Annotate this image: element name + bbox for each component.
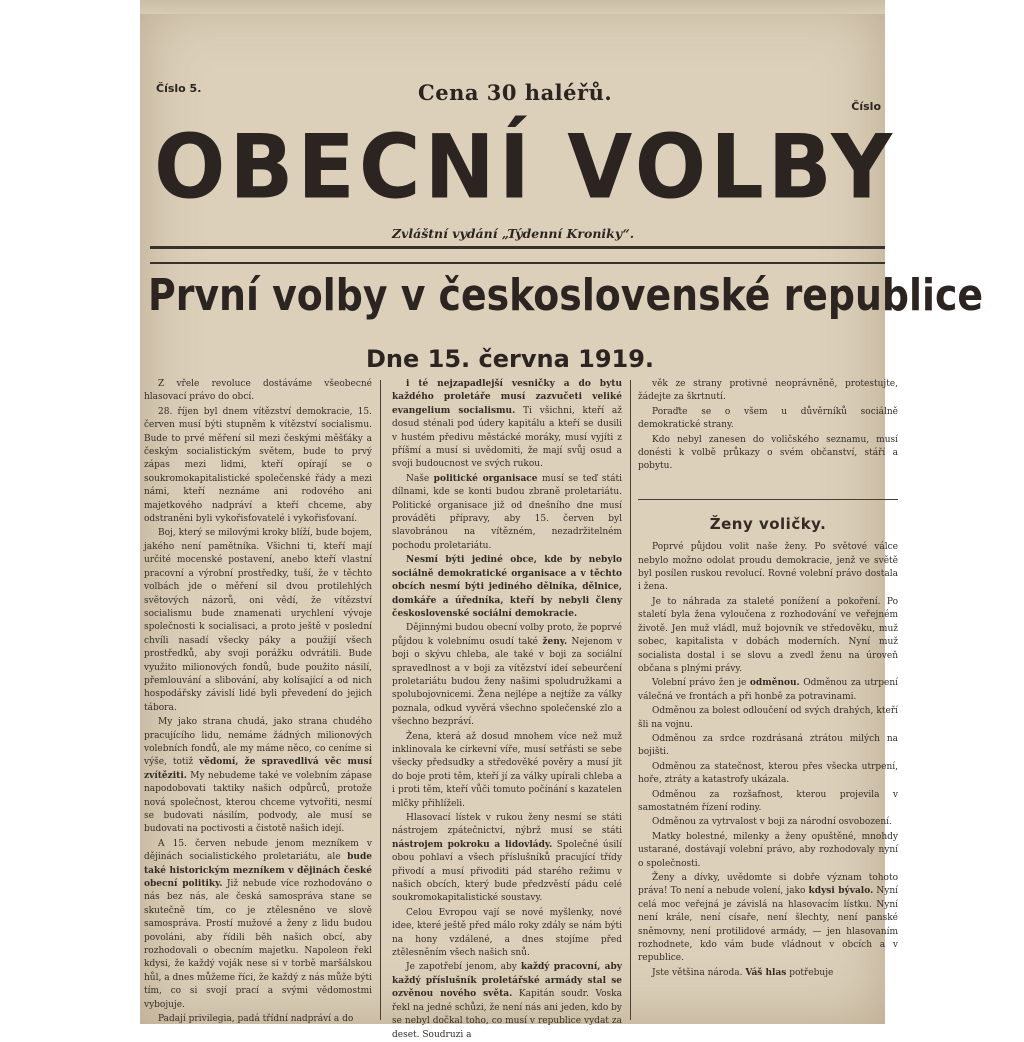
masthead-rule-thick	[150, 246, 885, 249]
paragraph: Kdo nebyl zanesen do voličského seznamu, musí donésti k volbě průkazy o svém občanství, stáří a pobytu.	[638, 434, 898, 472]
emphasis: nástrojem pokroku a lidovlády.	[392, 839, 553, 850]
paragraph: Odměnou za vytrvalost v boji za národní osvobození.	[652, 817, 892, 828]
paragraph: věk ze strany protivné neoprávněně, protestujte, žádejte za škrtnutí.	[638, 379, 898, 403]
main-headline: První volby v československé republice	[148, 270, 984, 321]
emphasis: Nesmí býti jediné obce, kde by nebylo sociálně demokratické organisace a v těchto obcích nesmí býti jediného dělníka, dělnice, domkáře a úředníka, kteří by nebyli členy československé sociální demokracie.	[392, 555, 622, 619]
paragraph: Odměnou za rozšafnost, kterou projevila v samostatném řízení rodiny.	[638, 789, 898, 813]
paragraph: Odměnou za statečnost, kterou přes všecka utrpení, hoře, ztráty a katastrofy ukázala.	[638, 761, 898, 786]
paragraph: Boj, který se milovými kroky blíží, bude bojem, jakého není pamětníka. Všichni ti, kteří mají určité mocenské postavení, anebo kteří vlastní pracovní a výrobní prostředky, tuší, že v těchto volbách jde o měření sil dvou protilehlých světových názorů, oni vědí, že vítězství socialismu bude znamenati urychlení vývoje společnosti k socialisaci, a proto ještě v poslední chvíli nasadí všecky páky a použijí všech prostředků, aby svoji porážku odvrátili. Bude využito milionových fondů, bude použito násilí, přemlouvání a slibování, aby kolísající a od nich hospodářsky závislí lidé byli převedení do jejich tábora.	[144, 528, 372, 713]
paragraph: i té nejzapadlejší vesničky a do bytu každého proletáře musí zazvučeti veliké evangelium socialismu. Ti všichni, kteří až dosud sténali pod údery kapitálu a kteří se dusili v hustém předivu městácké moráky, musí vyjíti z příšmí a musí si uvědomiti, že mají svůj osud a svoji budoucnost ve svých rukou.	[392, 379, 623, 470]
paragraph: Z vřele revoluce dostáváme všeobecné hlasovací právo do obcí.	[144, 379, 372, 403]
emphasis: proletáře musí zazvučeti veliké evangelium socialismu.	[392, 392, 622, 416]
paragraph: Naše politické organisace musí se teď státi dílnami, kde se konti budou zbraně proletariátu. Politické organisace již od dnešního dne musí prováděti přípravy, aby 15. červen byl slavobránou na vítězném, nezadržitelném pochodu proletariátu.	[392, 473, 622, 551]
emphasis: Váš hlas	[745, 967, 787, 978]
paragraph: Padají privilegia, padá třídní nadpráví a do	[158, 1014, 354, 1025]
paragraph: Dějinnými budou obecní volby proto, že poprvé půjdou k volebnímu osudí také ženy. Nejenom v boji o skývu chleba, ale také v boji za sociální spravedlnost a v boji za vítězství ideí sebeurčení proletariátu budou ženy našimi spoludružkami a spolubojovnicemi. Žena nejlépe a nejtíže za války poznala, odkud vyvěrá všechno společenské zlo a všechno bezpráví.	[392, 623, 622, 728]
paragraph: Je zapotřebí jenom, aby každý pracovní, aby každý příslušník proletářské armády stal se ozvěnou nového světa. Kapitán soudr. Voska řekl na jedné schůzi, že není nás ani jeden, kdo by se nebyl dočkal toho, co musí v republice vydat za deset. Soudruzi a	[392, 962, 622, 1040]
paragraph: Jste většina národa. Váš hlas potřebuje	[652, 967, 834, 978]
paragraph: Matky bolestné, milenky a ženy opuštěné, mnohdy ustarané, dostávají volební právo, aby rozhodovaly nyní o společnosti.	[638, 831, 898, 869]
emphasis: kdysi bývalo.	[808, 886, 874, 897]
issue-number-left: Číslo 5.	[156, 82, 202, 95]
emphasis: odměnou.	[749, 678, 800, 689]
paragraph: Je to náhrada za staleté ponížení a pokoření. Po staletí byla žena vyloučena z rozhodování ve veřejném životě. Jen muž vládl, muž bojovník ve středověku, muž sobec, kapitalista v dobách moderních. Nyní muž socialista dostal i se slovu a zvedl ženu na úroveň občana s plnými právy.	[638, 596, 898, 674]
paragraph: A 15. červen nebude jenom mezníkem v dějinách socialistického proletariátu, ale bude také historickým mezníkem v dějinách české obecní politiky. Již nebude více rozhodováno o nás bez nás, ale česká samospráva stane se skutečně tím, co je ztělesněno ve slově samospráva. Prostí mužové a ženy z lidu budou povoláni, aby řídili běh našich obcí, aby rozhodovali o obecním majetku. Napoleon řekl kdysi, že každý voják nese si v torbě maršálskou hůl, a dnes můžeme říci, že každý z nás může býti tím, co si svojí prací a svými vědomostmi vybojuje.	[144, 838, 372, 1010]
headline-date: Dne 15. června 1919.	[366, 345, 655, 373]
paragraph: Celou Evropou vají se nové myšlenky, nové idee, které ještě před málo roky zdály se nám býti na hony vzdálené, a dnes stojíme před ztělesněním všech našich snů.	[392, 907, 622, 959]
newspaper-subtitle: Zvláštní vydání „Týdenní Kroniky“.	[392, 226, 635, 241]
emphasis: každý pracovní, aby každý příslušník proletářské armády stal se ozvěnou nového světa.	[392, 962, 622, 1000]
paragraph: Poraďte se o všem u důvěrníků sociálně demokratické strany.	[638, 406, 898, 431]
paragraph	[392, 554, 622, 621]
article-column-2	[392, 378, 623, 1040]
paragraph: Poprvé půjdou volit naše ženy. Po světové válce nebylo možno odolat proudu demokracie, jenž ve světě byl posílen ruskou revolucí. Rovné volební právo dostala i žena.	[638, 542, 898, 593]
paragraph: Volební právo žen je odměnou. Odměnou za utrpení válečná ve frontách a při honbě za potravinami.	[638, 678, 898, 702]
issue-number-right: Číslo	[851, 100, 881, 113]
paragraph: Hlasovací lístek v rukou ženy nesmí se státi nástrojem zpátečnictví, nýbrž musí se státi nástrojem pokroku a lidovlády. Společné úsilí obou pohlaví a všech příslušníků pracující třídy přivodí a musí přivoditi pád starého režimu v našich obcích, který bude předzvěstí pádu celé soukromokapitalistické soustavy.	[392, 813, 622, 904]
emphasis: politické organisace	[433, 473, 538, 484]
emphasis: bude také historickým mezníkem v dějinách české obecní politiky.	[144, 852, 372, 890]
paragraph: Odměnou za bolest odloučení od svých drahých, kteří šli na vojnu.	[638, 706, 898, 730]
column-divider-2	[630, 380, 631, 1020]
newspaper-page	[140, 0, 984, 1040]
masthead-row	[140, 78, 885, 113]
paragraph: My jako strana chudá, jako strana chudého pracujícího lidu, nemáme žádných milionových volebních fondů, ale my máme něco, co ceníme si výše, totiž vědomí, že spravedlivá věc musí zvítěziti. My nebudeme také ve volebním zápase napodobovati taktiky našich odpůrců, protože nová společnost, kterou chceme vytvořiti, nesmí se budovati násilím, podvody, ale musí se budovati na poctivosti a čistotě našich idejí.	[144, 717, 373, 835]
masthead-rule-thin	[150, 262, 885, 264]
section-heading: Ženy voličky.	[709, 514, 827, 533]
price-label: Cena 30 haléřů.	[418, 80, 613, 105]
column-divider-1	[380, 380, 381, 1020]
emphasis: vědomí, že spravedlivá věc musí zvítěziti.	[144, 757, 373, 781]
emphasis: ženy.	[542, 636, 568, 647]
paper-fold	[140, 0, 885, 14]
article-column-3	[638, 378, 898, 1018]
paragraph: Žena, která až dosud mnohem více než muž inklinovala ke církevní víře, musí setřásti se sebe všecky předsudky a středověké pověry a musí jít do boje proti těm, kteří jí za války upírali chleba a i proti těm, kteří vůči tomuto počínání s kazatelen mlčky přihlíželi.	[392, 731, 622, 809]
paragraph: Ženy a dívky, uvědomte si dobře význam tohoto práva! To není a nebude volení, jako kdysi bývalo. Nyní celá moc veřejná je závislá na hlasovacím lístku. Nyní není krále, není císaře, není šlechty, není panské sněmovny, není protilidové armády, — jen hlasovaním rozhodnete, kdo vám bude vládnout v obcích a v republice.	[638, 873, 899, 964]
newspaper-title: OBECNÍ VOLBY	[154, 115, 896, 219]
paragraph: Odměnou za srdce rozdrásaná ztrátou milých na bojišti.	[638, 733, 898, 758]
article-column-1	[144, 378, 373, 1025]
section-separator	[638, 475, 898, 500]
paragraph: 28. říjen byl dnem vítězství demokracie, 15. červen musí býti stupněm k vítězství socialismu. Bude to prvé měření sil mezi českými měšťáky a českým socialistickým světem, bude to prvý zápas mezi lidmi, kteří opírají se o soukromokapitalistické společenské řády a mezi námi, kteří neznáme ani rodového ani majetkového nadpráví a kteří chceme, aby odstraněni byli vykořisťovatelé i vykořisťovaní.	[144, 406, 372, 525]
